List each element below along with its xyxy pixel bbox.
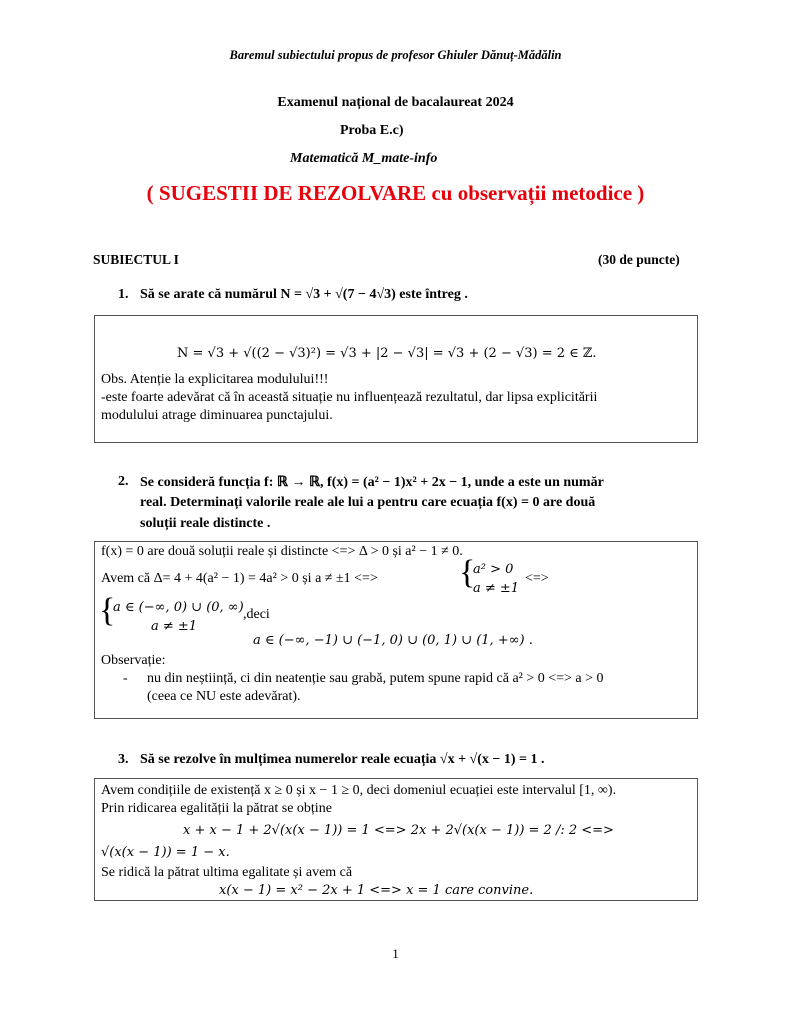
- q2-line-1: f(x) = 0 are două soluții reale și distincte <=> Δ > 0 și a² − 1 ≠ 0.: [101, 544, 463, 559]
- q3-line-2: Prin ridicarea egalității la pătrat se obține: [101, 801, 332, 816]
- q1-statement: Să se arate că numărul N = √3 + √(7 − 4√3) este întreg .: [140, 287, 468, 302]
- q2-system-brace-2: {: [99, 592, 116, 629]
- q2-system-brace-1: {: [459, 554, 476, 591]
- page-header: Baremul subiectului propus de profesor Ghiuler Dănuț-Mădălin: [229, 48, 562, 62]
- page-number: 1: [392, 946, 399, 961]
- q1-solution-box: [94, 315, 698, 443]
- q2-obs-2: (ceea ce NU este adevărat).: [147, 689, 301, 704]
- q3-statement: Să se rezolve în mulțimea numerelor reale ecuația √x + √(x − 1) = 1 .: [140, 752, 545, 767]
- banner-title: ( SUGESTII DE REZOLVARE cu observații metodice ): [146, 181, 645, 205]
- section-name: SUBIECTUL I: [93, 252, 179, 267]
- q2-system-2b: a ≠ ±1: [151, 619, 198, 634]
- q1-obs-1: Obs. Atenție la explicitarea modulului!!!: [101, 372, 329, 387]
- q2-solution-box: [94, 541, 698, 719]
- q3-line-6: x(x − 1) = x² − 2x + 1 <=> x = 1 care convine.: [219, 883, 534, 898]
- q3-number: 3.: [118, 752, 129, 767]
- q2-number: 2.: [118, 474, 129, 489]
- q3-line-1: Avem condițiile de existență x ≥ 0 și x − 1 ≥ 0, deci domeniul ecuației este intervalul [1, ∞).: [101, 783, 617, 798]
- q2-obs-dash: -: [123, 671, 128, 686]
- q2-line-2a: Avem că Δ= 4 + 4(a² − 1) = 4a² > 0 și a ≠ ±1 <=>: [101, 571, 378, 586]
- q1-obs-2: -este foarte adevărat că în această situație nu influențează rezultatul, dar lipsa explicitării: [101, 390, 598, 405]
- q2-deci: ,deci: [243, 607, 270, 622]
- q2-system-2a: a ∈ (−∞, 0) ∪ (0, ∞): [113, 600, 244, 615]
- q2-statement-3: soluții reale distincte .: [140, 516, 271, 531]
- q3-line-3: x + x − 1 + 2√(x(x − 1)) = 1 <=> 2x + 2√(x(x − 1)) = 2 /: 2 <=>: [183, 823, 614, 838]
- q2-statement-2: real. Determinați valorile reale ale lui a pentru care ecuația f(x) = 0 are două: [140, 495, 596, 510]
- q1-formula: N = √3 + √((2 − √3)²) = √3 + |2 − √3| = √3 + (2 − √3) = 2 ∈ ℤ.: [177, 346, 597, 361]
- q2-line-2b: <=>: [525, 571, 549, 586]
- q1-obs-3: modulului atrage diminuarea punctajului.: [101, 408, 333, 423]
- q1-number: 1.: [118, 287, 129, 302]
- exam-title: Examenul național de bacalaureat 2024: [277, 95, 514, 110]
- q3-line-4: √(x(x − 1)) = 1 − x.: [101, 845, 230, 860]
- q3-solution-box: [94, 778, 698, 901]
- q2-system-1a: a² > 0: [473, 562, 514, 577]
- q2-statement-1: Se consideră funcția f: ℝ → ℝ, f(x) = (a² − 1)x² + 2x − 1, unde a este un număr: [140, 475, 604, 490]
- q3-line-5: Se ridică la pătrat ultima egalitate și avem că: [101, 865, 353, 880]
- q2-obs-title: Observație:: [101, 653, 166, 668]
- q2-result: a ∈ (−∞, −1) ∪ (−1, 0) ∪ (0, 1) ∪ (1, +∞) .: [253, 633, 533, 648]
- exam-proba: Proba E.c): [340, 123, 404, 138]
- q2-system-1b: a ≠ ±1: [473, 581, 520, 596]
- section-points: (30 de puncte): [598, 252, 680, 267]
- q2-obs-1: nu din neștiință, ci din neatenție sau grabă, putem spune rapid că a² > 0 <=> a > 0: [147, 671, 604, 686]
- exam-subject: Matematică M_mate-info: [290, 151, 438, 166]
